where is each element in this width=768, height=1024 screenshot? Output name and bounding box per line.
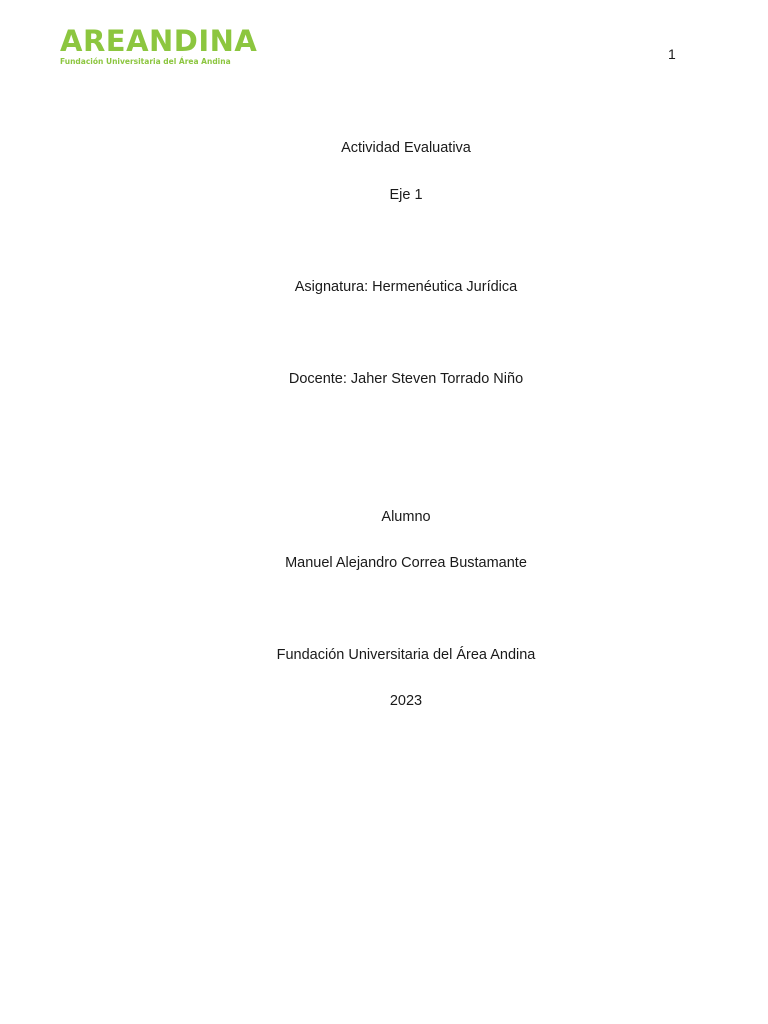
activity-title: Actividad Evaluativa bbox=[341, 140, 471, 156]
student-label: Alumno bbox=[381, 509, 431, 525]
institution-name: Fundación Universitaria del Área Andina bbox=[276, 647, 536, 663]
areandina-logo bbox=[60, 24, 258, 70]
logo-wordmark: AREANDINA bbox=[60, 24, 258, 58]
year: 2023 bbox=[389, 693, 423, 709]
axis-label: Eje 1 bbox=[389, 187, 423, 203]
teacher-line: Docente: Jaher Steven Torrado Niño bbox=[288, 371, 524, 387]
logo-subtitle: Fundación Universitaria del Área Andina bbox=[60, 57, 231, 66]
subject-line: Asignatura: Hermenéutica Jurídica bbox=[294, 279, 518, 295]
page-number: 1 bbox=[668, 46, 676, 62]
student-name: Manuel Alejandro Correa Bustamante bbox=[285, 555, 527, 571]
